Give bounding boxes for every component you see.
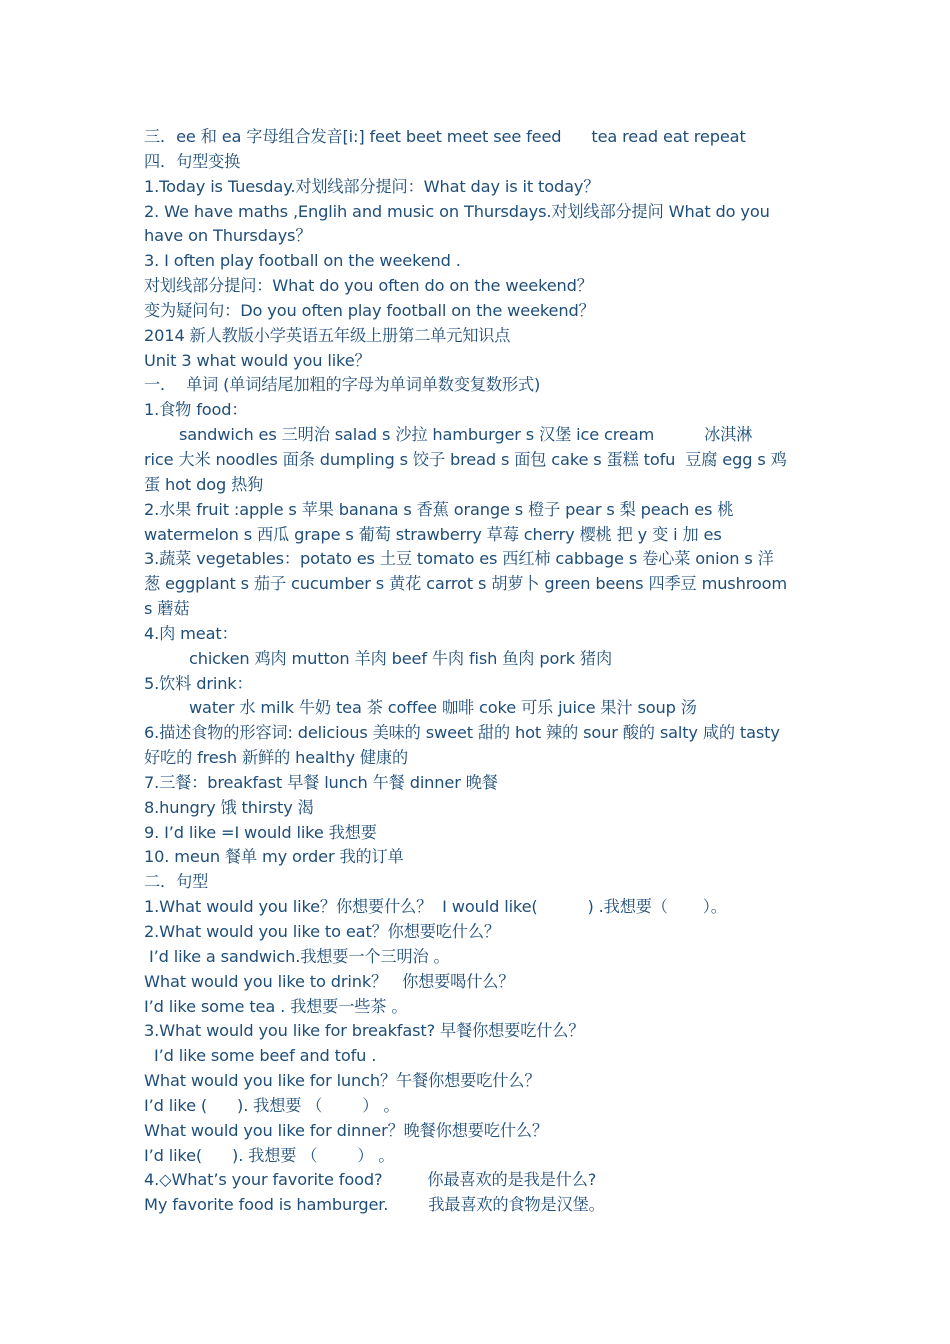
text-line: 变为疑问句：Do you often play football on the weekend？: [144, 300, 595, 320]
text-line: sandwich es 三明治 salad s 沙拉 hamburger s 汉堡 ice cream 冰淇淋: [144, 425, 753, 445]
section-heading: 二．句型: [144, 872, 209, 892]
text-line: I’d like some tea . 我想要一些茶 。: [144, 996, 408, 1016]
text-line: What would you like for lunch？午餐你想要吃什么？: [144, 1071, 541, 1091]
document-title: 2014 新人教版小学英语五年级上册第二单元知识点: [144, 325, 511, 345]
section-heading: 四．句型变换: [144, 151, 241, 171]
phonics-line: 三．ee 和 ea 字母组合发音[i:] feet beet meet see feed tea read eat repeat: [144, 127, 746, 146]
text-line: 9. I’d like =I would like 我想要: [144, 822, 377, 842]
text-line: watermelon s 西瓜 grape s 葡萄 strawberry 草莓 cherry 樱桃 把 y 变 i 加 es: [144, 524, 722, 544]
text-line: I’d like a sandwich.我想要一个三明治 。: [144, 946, 450, 966]
section-heading: 一． 单词 (单词结尾加粗的字母为单词单数变复数形式): [144, 375, 541, 395]
text-line: 1.What would you like？你想要什么？ I would like( ) .我想要（ ）。: [144, 897, 727, 917]
text-line: 好吃的 fresh 新鲜的 healthy 健康的: [144, 748, 408, 768]
text-line: 2. We have maths ,Englih and music on Thursdays.对划线部分提问 What do you: [144, 201, 770, 221]
unit-title: Unit 3 what would you like？: [144, 350, 371, 370]
text-line: 葱 eggplant s 茄子 cucumber s 黄花 carrot s 胡萝卜 green beens 四季豆 mushroom: [144, 574, 787, 594]
text-line: s 蘑菇: [144, 599, 190, 619]
text-line: 10. meun 餐单 my order 我的订单: [144, 847, 404, 867]
text-line: I’d like ( ). 我想要 （ ） 。: [144, 1095, 400, 1115]
text-line: What would you like for dinner？晚餐你想要吃什么？: [144, 1120, 548, 1140]
text-line: 1.食物 food：: [144, 400, 248, 420]
text-line: 3.What would you like for breakfast? 早餐你想要吃什么？: [144, 1021, 585, 1041]
text-line: 7.三餐：breakfast 早餐 lunch 午餐 dinner 晚餐: [144, 772, 498, 792]
text-line: rice 大米 noodles 面条 dumpling s 饺子 bread s 面包 cake s 蛋糕 tofu 豆腐 egg s 鸡: [144, 449, 787, 469]
text-line: 6.描述食物的形容词: delicious 美味的 sweet 甜的 hot 辣的 sour 酸的 salty 咸的 tasty: [144, 723, 780, 743]
text-line: 2.水果 fruit :apple s 苹果 banana s 香蕉 orange s 橙子 pear s 梨 peach es 桃: [144, 499, 734, 519]
text-line: My favorite food is hamburger. 我最喜欢的食物是汉堡。: [144, 1195, 605, 1215]
document-body: [144, 125, 814, 1218]
text-line: 3. I often play football on the weekend .: [144, 251, 461, 271]
text-line: 对划线部分提问：What do you often do on the weekend？: [144, 276, 593, 296]
text-line: 5.饮料 drink：: [144, 673, 253, 693]
text-line: What would you like to drink？ 你想要喝什么？: [144, 971, 515, 991]
text-line: I’d like( ). 我想要 （ ） 。: [144, 1145, 395, 1165]
text-line: 4.肉 meat：: [144, 623, 238, 643]
text-line: have on Thursdays？: [144, 226, 312, 246]
text-line: 蛋 hot dog 热狗: [144, 474, 264, 494]
text-line: 8.hungry 饿 thirsty 渴: [144, 797, 314, 817]
text-line: I’d like some beef and tofu .: [144, 1046, 377, 1066]
text-line: 1.Today is Tuesday.对划线部分提问：What day is it today？: [144, 176, 600, 196]
text-line: water 水 milk 牛奶 tea 茶 coffee 咖啡 coke 可乐 juice 果汁 soup 汤: [144, 698, 697, 718]
text-line: 4.◇What’s your favorite food? 你最喜欢的是我是什么?: [144, 1170, 597, 1190]
text-line: chicken 鸡肉 mutton 羊肉 beef 牛肉 fish 鱼肉 pork 猪肉: [144, 648, 612, 668]
text-line: 2.What would you like to eat？你想要吃什么？: [144, 922, 500, 941]
text-line: 3.蔬菜 vegetables：potato es 土豆 tomato es 西红柿 cabbage s 卷心菜 onion s 洋: [144, 549, 774, 569]
